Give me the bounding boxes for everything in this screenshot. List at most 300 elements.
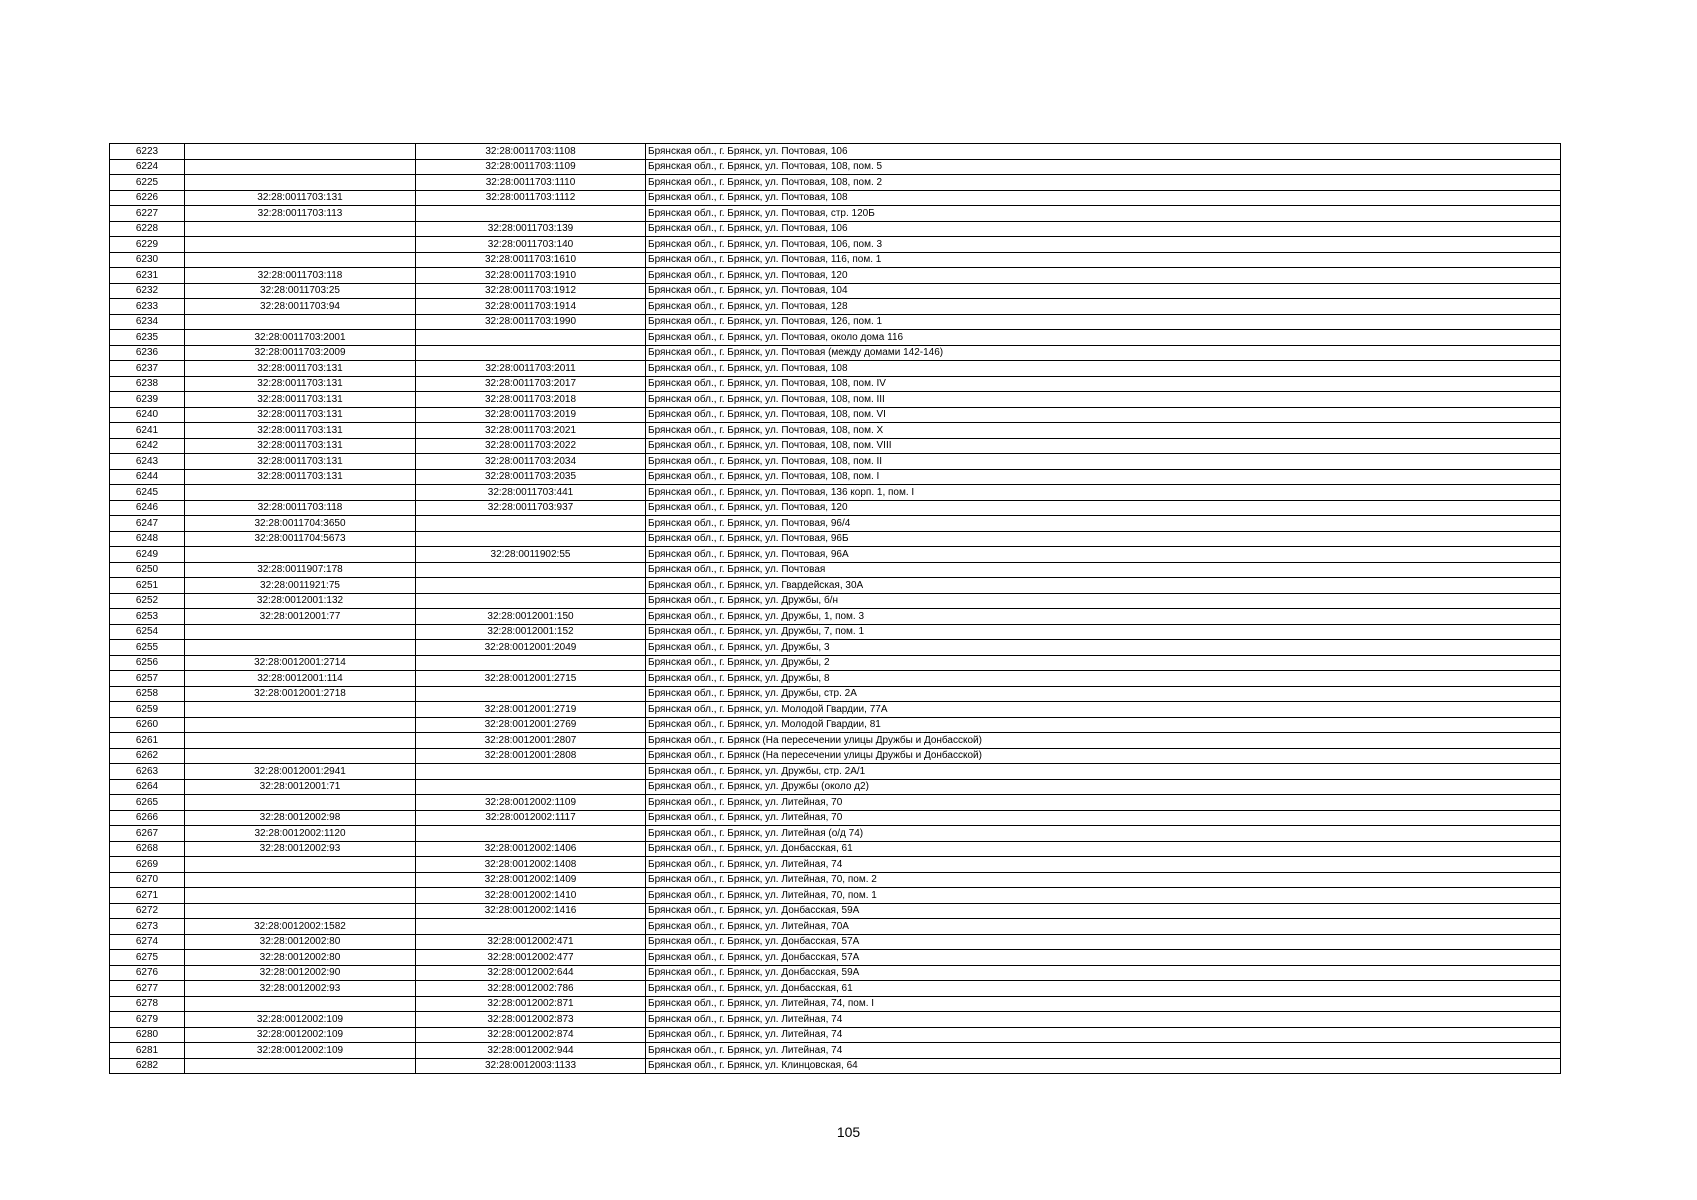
parcel-number-cell xyxy=(185,717,416,733)
table-row xyxy=(110,268,1561,284)
address-cell: Брянская обл., г. Брянск, ул. Почтовая, 108, пом. VIII xyxy=(646,438,1561,454)
table-row xyxy=(110,252,1561,268)
address-cell: Брянская обл., г. Брянск, ул. Литейная (о/д 74) xyxy=(646,826,1561,842)
table-row xyxy=(110,903,1561,919)
row-number-cell: 6235 xyxy=(110,330,185,346)
address-cell: Брянская обл., г. Брянск, ул. Дружбы, б/н xyxy=(646,593,1561,609)
parcel-number-cell xyxy=(185,903,416,919)
table-row xyxy=(110,469,1561,485)
address-cell: Брянская обл., г. Брянск, ул. Почтовая, 108, пом. I xyxy=(646,469,1561,485)
row-number-cell: 6258 xyxy=(110,686,185,702)
address-cell: Брянская обл., г. Брянск, ул. Почтовая, 108, пом. IV xyxy=(646,376,1561,392)
address-cell: Брянская обл., г. Брянск, ул. Почтовая xyxy=(646,562,1561,578)
parcel-number-cell xyxy=(185,144,416,160)
parcel-number-cell: 32:28:0012002:1582 xyxy=(185,919,416,935)
table-row xyxy=(110,345,1561,361)
address-cell: Брянская обл., г. Брянск, ул. Литейная, 70, пом. 1 xyxy=(646,888,1561,904)
parcel-number-cell: 32:28:0011703:131 xyxy=(185,407,416,423)
cadastral-number-cell: 32:28:0012001:2807 xyxy=(416,733,646,749)
parcel-number-cell: 32:28:0012002:93 xyxy=(185,841,416,857)
parcel-number-cell xyxy=(185,748,416,764)
address-cell: Брянская обл., г. Брянск, ул. Дружбы, стр. 2А xyxy=(646,686,1561,702)
table-row xyxy=(110,206,1561,222)
cadastral-number-cell: 32:28:0011703:1914 xyxy=(416,299,646,315)
row-number-cell: 6256 xyxy=(110,655,185,671)
table-row xyxy=(110,1043,1561,1059)
cadastral-number-cell xyxy=(416,206,646,222)
table-row xyxy=(110,748,1561,764)
row-number-cell: 6253 xyxy=(110,609,185,625)
row-number-cell: 6232 xyxy=(110,283,185,299)
table-row xyxy=(110,919,1561,935)
row-number-cell: 6227 xyxy=(110,206,185,222)
address-cell: Брянская обл., г. Брянск, ул. Почтовая, 96Б xyxy=(646,531,1561,547)
cadastral-number-cell: 32:28:0012002:786 xyxy=(416,981,646,997)
address-cell: Брянская обл., г. Брянск, ул. Почтовая (между домами 142-146) xyxy=(646,345,1561,361)
row-number-cell: 6261 xyxy=(110,733,185,749)
table-row xyxy=(110,578,1561,594)
row-number-cell: 6280 xyxy=(110,1027,185,1043)
address-cell: Брянская обл., г. Брянск, ул. Почтовая, 108, пом. III xyxy=(646,392,1561,408)
parcel-number-cell: 32:28:0012002:109 xyxy=(185,1043,416,1059)
address-cell: Брянская обл., г. Брянск, ул. Почтовая, 120 xyxy=(646,500,1561,516)
cadastral-number-cell: 32:28:0011703:1990 xyxy=(416,314,646,330)
address-cell: Брянская обл., г. Брянск, ул. Почтовая, 108 xyxy=(646,190,1561,206)
row-number-cell: 6270 xyxy=(110,872,185,888)
address-cell: Брянская обл., г. Брянск, ул. Почтовая, около дома 116 xyxy=(646,330,1561,346)
cadastral-number-cell xyxy=(416,578,646,594)
row-number-cell: 6272 xyxy=(110,903,185,919)
address-cell: Брянская обл., г. Брянск, ул. Литейная, 74 xyxy=(646,1043,1561,1059)
cadastral-number-cell: 32:28:0011703:1912 xyxy=(416,283,646,299)
parcel-number-cell xyxy=(185,857,416,873)
table-row xyxy=(110,950,1561,966)
table-row xyxy=(110,330,1561,346)
cadastral-number-cell xyxy=(416,686,646,702)
table-row xyxy=(110,299,1561,315)
address-cell: Брянская обл., г. Брянск, ул. Почтовая, 106 xyxy=(646,221,1561,237)
table-row xyxy=(110,237,1561,253)
parcel-number-cell: 32:28:0011703:25 xyxy=(185,283,416,299)
address-cell: Брянская обл., г. Брянск, ул. Почтовая, 96/4 xyxy=(646,516,1561,532)
row-number-cell: 6254 xyxy=(110,624,185,640)
cadastral-number-cell xyxy=(416,779,646,795)
address-cell: Брянская обл., г. Брянск, ул. Литейная, 70А xyxy=(646,919,1561,935)
row-number-cell: 6262 xyxy=(110,748,185,764)
row-number-cell: 6247 xyxy=(110,516,185,532)
cadastral-number-cell: 32:28:0011703:1109 xyxy=(416,159,646,175)
cadastral-number-cell: 32:28:0011703:2034 xyxy=(416,454,646,470)
address-cell: Брянская обл., г. Брянск, ул. Дружбы, 1, пом. 3 xyxy=(646,609,1561,625)
address-cell: Брянская обл., г. Брянск, ул. Литейная, 70 xyxy=(646,810,1561,826)
table-row xyxy=(110,965,1561,981)
parcel-number-cell: 32:28:0011703:131 xyxy=(185,392,416,408)
address-cell: Брянская обл., г. Брянск, ул. Почтовая, 128 xyxy=(646,299,1561,315)
row-number-cell: 6274 xyxy=(110,934,185,950)
table-row xyxy=(110,686,1561,702)
table-row xyxy=(110,810,1561,826)
table-row xyxy=(110,826,1561,842)
cadastral-number-cell: 32:28:0011703:2019 xyxy=(416,407,646,423)
table-row xyxy=(110,423,1561,439)
parcel-number-cell: 32:28:0012002:93 xyxy=(185,981,416,997)
cadastral-number-cell: 32:28:0011703:1110 xyxy=(416,175,646,191)
row-number-cell: 6273 xyxy=(110,919,185,935)
address-cell: Брянская обл., г. Брянск, ул. Дружбы, 8 xyxy=(646,671,1561,687)
address-cell: Брянская обл., г. Брянск, ул. Литейная, 74 xyxy=(646,1027,1561,1043)
cadastral-number-cell: 32:28:0012001:2049 xyxy=(416,640,646,656)
cadastral-number-cell: 32:28:0011703:140 xyxy=(416,237,646,253)
row-number-cell: 6275 xyxy=(110,950,185,966)
address-cell: Брянская обл., г. Брянск, ул. Молодой Гвардии, 77А xyxy=(646,702,1561,718)
page-number: 105 xyxy=(836,1124,861,1140)
cadastral-number-cell: 32:28:0011703:2022 xyxy=(416,438,646,454)
row-number-cell: 6277 xyxy=(110,981,185,997)
parcel-number-cell xyxy=(185,888,416,904)
table-row xyxy=(110,1058,1561,1074)
table-row xyxy=(110,314,1561,330)
table-row xyxy=(110,841,1561,857)
parcel-number-cell: 32:28:0011703:131 xyxy=(185,438,416,454)
cadastral-number-cell xyxy=(416,516,646,532)
parcel-number-cell xyxy=(185,221,416,237)
cadastral-number-cell: 32:28:0012002:477 xyxy=(416,950,646,966)
cadastral-number-cell: 32:28:0012002:871 xyxy=(416,996,646,1012)
row-number-cell: 6278 xyxy=(110,996,185,1012)
table-row xyxy=(110,361,1561,377)
row-number-cell: 6231 xyxy=(110,268,185,284)
row-number-cell: 6225 xyxy=(110,175,185,191)
table-row xyxy=(110,283,1561,299)
table-row xyxy=(110,717,1561,733)
address-cell: Брянская обл., г. Брянск, ул. Дружбы (около д2) xyxy=(646,779,1561,795)
cadastral-number-cell: 32:28:0011703:2035 xyxy=(416,469,646,485)
address-cell: Брянская обл., г. Брянск, ул. Почтовая, 120 xyxy=(646,268,1561,284)
row-number-cell: 6234 xyxy=(110,314,185,330)
cadastral-number-cell: 32:28:0012001:2715 xyxy=(416,671,646,687)
table-row xyxy=(110,454,1561,470)
row-number-cell: 6276 xyxy=(110,965,185,981)
address-cell: Брянская обл., г. Брянск, ул. Почтовая, 106, пом. 3 xyxy=(646,237,1561,253)
table-row xyxy=(110,392,1561,408)
parcel-number-cell: 32:28:0012001:2714 xyxy=(185,655,416,671)
table-row xyxy=(110,934,1561,950)
row-number-cell: 6249 xyxy=(110,547,185,563)
address-cell: Брянская обл., г. Брянск (На пересечении улицы Дружбы и Донбасской) xyxy=(646,733,1561,749)
address-cell: Брянская обл., г. Брянск, ул. Молодой Гвардии, 81 xyxy=(646,717,1561,733)
parcel-number-cell: 32:28:0011703:2009 xyxy=(185,345,416,361)
address-cell: Брянская обл., г. Брянск, ул. Донбасская, 57А xyxy=(646,950,1561,966)
parcel-number-cell: 32:28:0011703:94 xyxy=(185,299,416,315)
address-cell: Брянская обл., г. Брянск, ул. Донбасская, 61 xyxy=(646,981,1561,997)
row-number-cell: 6226 xyxy=(110,190,185,206)
parcel-number-cell: 32:28:0011921:75 xyxy=(185,578,416,594)
table-row xyxy=(110,190,1561,206)
address-cell: Брянская обл., г. Брянск, ул. Почтовая, 108, пом. II xyxy=(646,454,1561,470)
parcel-number-cell: 32:28:0011703:131 xyxy=(185,376,416,392)
address-cell: Брянская обл., г. Брянск, ул. Почтовая, 108, пом. X xyxy=(646,423,1561,439)
cadastral-number-cell: 32:28:0011902:55 xyxy=(416,547,646,563)
row-number-cell: 6266 xyxy=(110,810,185,826)
address-cell: Брянская обл., г. Брянск, ул. Дружбы, 2 xyxy=(646,655,1561,671)
row-number-cell: 6230 xyxy=(110,252,185,268)
cadastral-number-cell xyxy=(416,764,646,780)
cadastral-number-cell xyxy=(416,531,646,547)
parcel-number-cell: 32:28:0012002:1120 xyxy=(185,826,416,842)
address-cell: Брянская обл., г. Брянск, ул. Дружбы, стр. 2А/1 xyxy=(646,764,1561,780)
address-cell: Брянская обл., г. Брянск, ул. Литейная, 70 xyxy=(646,795,1561,811)
table-row xyxy=(110,857,1561,873)
cadastral-number-cell: 32:28:0011703:441 xyxy=(416,485,646,501)
row-number-cell: 6271 xyxy=(110,888,185,904)
parcel-number-cell: 32:28:0011704:3650 xyxy=(185,516,416,532)
row-number-cell: 6237 xyxy=(110,361,185,377)
row-number-cell: 6223 xyxy=(110,144,185,160)
table-row xyxy=(110,438,1561,454)
row-number-cell: 6279 xyxy=(110,1012,185,1028)
parcel-number-cell: 32:28:0012001:2941 xyxy=(185,764,416,780)
table-row xyxy=(110,531,1561,547)
address-cell: Брянская обл., г. Брянск, ул. Почтовая, 126, пом. 1 xyxy=(646,314,1561,330)
parcel-number-cell xyxy=(185,795,416,811)
parcel-number-cell xyxy=(185,547,416,563)
table-row xyxy=(110,640,1561,656)
parcel-number-cell xyxy=(185,996,416,1012)
cadastral-number-cell: 32:28:0011703:2017 xyxy=(416,376,646,392)
parcel-number-cell: 32:28:0012001:71 xyxy=(185,779,416,795)
cadastral-number-cell: 32:28:0012002:874 xyxy=(416,1027,646,1043)
address-cell: Брянская обл., г. Брянск, ул. Почтовая, 116, пом. 1 xyxy=(646,252,1561,268)
parcel-number-cell xyxy=(185,640,416,656)
cadastral-number-cell: 32:28:0012003:1133 xyxy=(416,1058,646,1074)
row-number-cell: 6282 xyxy=(110,1058,185,1074)
parcel-number-cell xyxy=(185,733,416,749)
cadastral-number-cell: 32:28:0012002:873 xyxy=(416,1012,646,1028)
cadastral-number-cell: 32:28:0012001:2769 xyxy=(416,717,646,733)
address-cell: Брянская обл., г. Брянск, ул. Почтовая, 108 xyxy=(646,361,1561,377)
table-row xyxy=(110,764,1561,780)
table-row xyxy=(110,562,1561,578)
parcel-number-cell xyxy=(185,175,416,191)
cadastral-number-cell xyxy=(416,593,646,609)
parcel-number-cell xyxy=(185,624,416,640)
cadastral-number-cell xyxy=(416,919,646,935)
parcel-number-cell: 32:28:0011703:131 xyxy=(185,361,416,377)
address-cell: Брянская обл., г. Брянск, ул. Почтовая, 96А xyxy=(646,547,1561,563)
parcel-number-cell xyxy=(185,485,416,501)
table-row xyxy=(110,609,1561,625)
table-row xyxy=(110,1027,1561,1043)
parcel-number-cell xyxy=(185,159,416,175)
address-cell: Брянская обл., г. Брянск, ул. Дружбы, 7, пом. 1 xyxy=(646,624,1561,640)
address-cell: Брянская обл., г. Брянск, ул. Почтовая, стр. 120Б xyxy=(646,206,1561,222)
row-number-cell: 6242 xyxy=(110,438,185,454)
table-row xyxy=(110,175,1561,191)
parcel-number-cell: 32:28:0012002:109 xyxy=(185,1012,416,1028)
table-row xyxy=(110,221,1561,237)
cadastral-number-cell: 32:28:0012002:471 xyxy=(416,934,646,950)
cadastral-number-cell: 32:28:0012002:1410 xyxy=(416,888,646,904)
parcel-number-cell: 32:28:0012002:98 xyxy=(185,810,416,826)
registry-table xyxy=(109,143,1561,1074)
cadastral-number-cell: 32:28:0011703:2021 xyxy=(416,423,646,439)
address-cell: Брянская обл., г. Брянск, ул. Клинцовская, 64 xyxy=(646,1058,1561,1074)
row-number-cell: 6229 xyxy=(110,237,185,253)
row-number-cell: 6240 xyxy=(110,407,185,423)
table-row xyxy=(110,376,1561,392)
cadastral-number-cell: 32:28:0011703:1610 xyxy=(416,252,646,268)
address-cell: Брянская обл., г. Брянск (На пересечении улицы Дружбы и Донбасской) xyxy=(646,748,1561,764)
row-number-cell: 6268 xyxy=(110,841,185,857)
row-number-cell: 6255 xyxy=(110,640,185,656)
row-number-cell: 6260 xyxy=(110,717,185,733)
cadastral-number-cell: 32:28:0011703:2011 xyxy=(416,361,646,377)
table-row xyxy=(110,702,1561,718)
row-number-cell: 6265 xyxy=(110,795,185,811)
address-cell: Брянская обл., г. Брянск, ул. Гвардейская, 30А xyxy=(646,578,1561,594)
parcel-number-cell: 32:28:0011703:113 xyxy=(185,206,416,222)
table-row xyxy=(110,872,1561,888)
row-number-cell: 6252 xyxy=(110,593,185,609)
parcel-number-cell: 32:28:0011703:131 xyxy=(185,469,416,485)
address-cell: Брянская обл., г. Брянск, ул. Почтовая, 136 корп. 1, пом. I xyxy=(646,485,1561,501)
address-cell: Брянская обл., г. Брянск, ул. Литейная, 74 xyxy=(646,857,1561,873)
parcel-number-cell xyxy=(185,237,416,253)
row-number-cell: 6241 xyxy=(110,423,185,439)
parcel-number-cell: 32:28:0011703:118 xyxy=(185,268,416,284)
parcel-number-cell xyxy=(185,314,416,330)
address-cell: Брянская обл., г. Брянск, ул. Донбасская, 59А xyxy=(646,965,1561,981)
cadastral-number-cell: 32:28:0012002:1416 xyxy=(416,903,646,919)
cadastral-number-cell: 32:28:0012002:944 xyxy=(416,1043,646,1059)
address-cell: Брянская обл., г. Брянск, ул. Донбасская, 61 xyxy=(646,841,1561,857)
table-row xyxy=(110,1012,1561,1028)
row-number-cell: 6246 xyxy=(110,500,185,516)
row-number-cell: 6267 xyxy=(110,826,185,842)
address-cell: Брянская обл., г. Брянск, ул. Литейная, 70, пом. 2 xyxy=(646,872,1561,888)
parcel-number-cell: 32:28:0012002:80 xyxy=(185,950,416,966)
address-cell: Брянская обл., г. Брянск, ул. Почтовая, 106 xyxy=(646,144,1561,160)
row-number-cell: 6243 xyxy=(110,454,185,470)
table-row xyxy=(110,485,1561,501)
row-number-cell: 6248 xyxy=(110,531,185,547)
cadastral-number-cell: 32:28:0012001:152 xyxy=(416,624,646,640)
parcel-number-cell: 32:28:0012002:109 xyxy=(185,1027,416,1043)
cadastral-number-cell xyxy=(416,655,646,671)
parcel-number-cell: 32:28:0012002:90 xyxy=(185,965,416,981)
row-number-cell: 6251 xyxy=(110,578,185,594)
table-row xyxy=(110,996,1561,1012)
parcel-number-cell: 32:28:0012002:80 xyxy=(185,934,416,950)
parcel-number-cell: 32:28:0011703:2001 xyxy=(185,330,416,346)
table-row xyxy=(110,981,1561,997)
table-row xyxy=(110,144,1561,160)
table-row xyxy=(110,888,1561,904)
table-row xyxy=(110,407,1561,423)
parcel-number-cell xyxy=(185,702,416,718)
row-number-cell: 6263 xyxy=(110,764,185,780)
row-number-cell: 6236 xyxy=(110,345,185,361)
table-row xyxy=(110,159,1561,175)
parcel-number-cell xyxy=(185,1058,416,1074)
row-number-cell: 6224 xyxy=(110,159,185,175)
address-cell: Брянская обл., г. Брянск, ул. Почтовая, 108, пом. 2 xyxy=(646,175,1561,191)
cadastral-number-cell xyxy=(416,330,646,346)
parcel-number-cell: 32:28:0011703:131 xyxy=(185,423,416,439)
row-number-cell: 6269 xyxy=(110,857,185,873)
table-row xyxy=(110,500,1561,516)
address-cell: Брянская обл., г. Брянск, ул. Почтовая, 104 xyxy=(646,283,1561,299)
table-row xyxy=(110,779,1561,795)
table-row xyxy=(110,516,1561,532)
row-number-cell: 6244 xyxy=(110,469,185,485)
parcel-number-cell: 32:28:0012001:132 xyxy=(185,593,416,609)
cadastral-number-cell: 32:28:0011703:1112 xyxy=(416,190,646,206)
row-number-cell: 6238 xyxy=(110,376,185,392)
cadastral-number-cell: 32:28:0012001:2808 xyxy=(416,748,646,764)
cadastral-number-cell: 32:28:0011703:2018 xyxy=(416,392,646,408)
parcel-number-cell: 32:28:0011703:131 xyxy=(185,190,416,206)
cadastral-number-cell xyxy=(416,826,646,842)
cadastral-number-cell: 32:28:0012002:644 xyxy=(416,965,646,981)
table-row xyxy=(110,547,1561,563)
address-cell: Брянская обл., г. Брянск, ул. Донбасская, 59А xyxy=(646,903,1561,919)
address-cell: Брянская обл., г. Брянск, ул. Литейная, 74 xyxy=(646,1012,1561,1028)
parcel-number-cell xyxy=(185,252,416,268)
parcel-number-cell: 32:28:0012001:77 xyxy=(185,609,416,625)
table-row xyxy=(110,795,1561,811)
row-number-cell: 6233 xyxy=(110,299,185,315)
parcel-number-cell: 32:28:0011704:5673 xyxy=(185,531,416,547)
parcel-number-cell: 32:28:0012001:114 xyxy=(185,671,416,687)
table-row xyxy=(110,593,1561,609)
parcel-number-cell: 32:28:0011703:131 xyxy=(185,454,416,470)
cadastral-number-cell: 32:28:0011703:1108 xyxy=(416,144,646,160)
cadastral-number-cell: 32:28:0011703:1910 xyxy=(416,268,646,284)
address-cell: Брянская обл., г. Брянск, ул. Почтовая, 108, пом. 5 xyxy=(646,159,1561,175)
cadastral-number-cell xyxy=(416,562,646,578)
parcel-number-cell xyxy=(185,872,416,888)
row-number-cell: 6245 xyxy=(110,485,185,501)
row-number-cell: 6228 xyxy=(110,221,185,237)
parcel-number-cell: 32:28:0012001:2718 xyxy=(185,686,416,702)
cadastral-number-cell: 32:28:0012002:1117 xyxy=(416,810,646,826)
table-row xyxy=(110,733,1561,749)
table-row xyxy=(110,655,1561,671)
row-number-cell: 6259 xyxy=(110,702,185,718)
row-number-cell: 6250 xyxy=(110,562,185,578)
row-number-cell: 6257 xyxy=(110,671,185,687)
address-cell: Брянская обл., г. Брянск, ул. Почтовая, 108, пом. VI xyxy=(646,407,1561,423)
table-row xyxy=(110,671,1561,687)
parcel-number-cell: 32:28:0011703:118 xyxy=(185,500,416,516)
row-number-cell: 6239 xyxy=(110,392,185,408)
address-cell: Брянская обл., г. Брянск, ул. Литейная, 74, пом. I xyxy=(646,996,1561,1012)
cadastral-number-cell: 32:28:0011703:937 xyxy=(416,500,646,516)
cadastral-number-cell: 32:28:0012001:150 xyxy=(416,609,646,625)
table-row xyxy=(110,624,1561,640)
address-cell: Брянская обл., г. Брянск, ул. Дружбы, 3 xyxy=(646,640,1561,656)
cadastral-number-cell xyxy=(416,345,646,361)
parcel-number-cell: 32:28:0011907:178 xyxy=(185,562,416,578)
cadastral-number-cell: 32:28:0012002:1406 xyxy=(416,841,646,857)
cadastral-number-cell: 32:28:0012002:1409 xyxy=(416,872,646,888)
cadastral-number-cell: 32:28:0012002:1408 xyxy=(416,857,646,873)
registry-table-body xyxy=(110,144,1561,1074)
cadastral-number-cell: 32:28:0012002:1109 xyxy=(416,795,646,811)
address-cell: Брянская обл., г. Брянск, ул. Донбасская, 57А xyxy=(646,934,1561,950)
row-number-cell: 6264 xyxy=(110,779,185,795)
